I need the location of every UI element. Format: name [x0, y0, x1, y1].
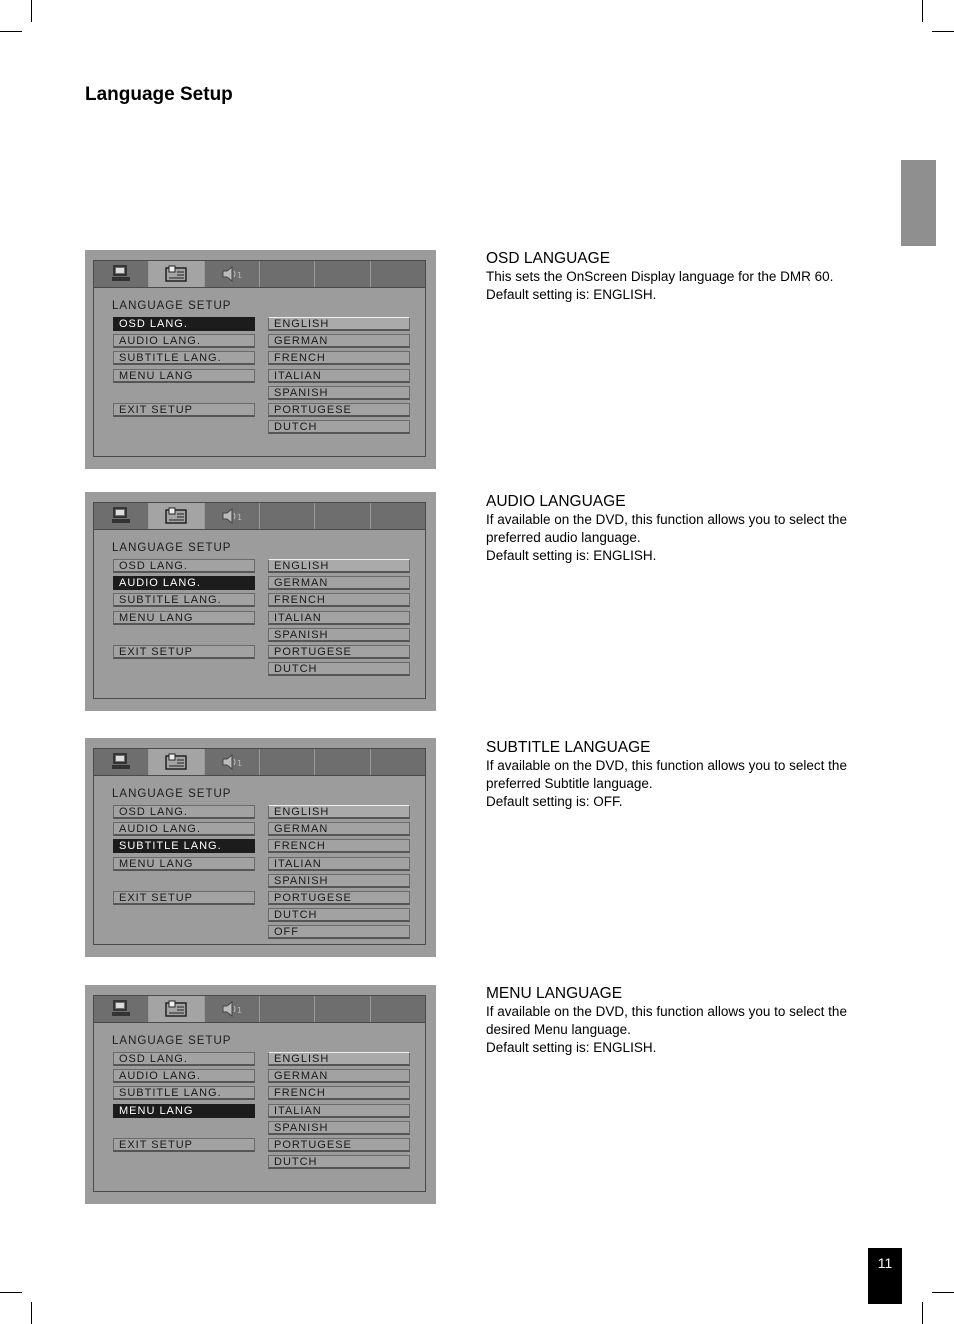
setting-title: OSD LANGUAGE [486, 250, 611, 267]
setup-tab[interactable] [315, 996, 370, 1022]
setup-tab[interactable] [260, 503, 315, 529]
language-option[interactable]: PORTUGESE [268, 645, 410, 659]
setup-tab[interactable] [94, 996, 149, 1022]
language-option[interactable]: SPANISH [268, 874, 410, 888]
language-option[interactable]: DUTCH [268, 908, 410, 922]
setup-option[interactable]: EXIT SETUP [113, 645, 255, 659]
language-option[interactable]: SPANISH [268, 386, 410, 400]
setup-option[interactable]: AUDIO LANG. [113, 1069, 255, 1083]
setup-menu-screen [85, 492, 436, 711]
setup-tab-bar [93, 995, 426, 1023]
setting-text: desired Menu language. [486, 1022, 631, 1037]
language-option[interactable]: PORTUGESE [268, 403, 410, 417]
language-option[interactable]: PORTUGESE [268, 1138, 410, 1152]
setting-text: This sets the OnScreen Display language for the DMR 60. [486, 269, 834, 284]
setting-title: AUDIO LANGUAGE [486, 493, 626, 510]
setting-title: SUBTITLE LANGUAGE [486, 739, 651, 756]
crop-mark [932, 1292, 954, 1293]
svg-text:1: 1 [236, 271, 242, 280]
panel-heading: LANGUAGE SETUP [112, 300, 232, 312]
setup-tab-bar [93, 260, 426, 288]
setup-option[interactable]: SUBTITLE LANG. [113, 351, 255, 365]
setup-option[interactable]: SUBTITLE LANG. [113, 593, 255, 607]
language-option[interactable]: ITALIAN [268, 369, 410, 383]
setup-panel [93, 776, 426, 945]
setup-option[interactable]: AUDIO LANG. [113, 576, 255, 590]
setup-option[interactable]: SUBTITLE LANG. [113, 839, 255, 853]
language-option[interactable]: ENGLISH [268, 805, 410, 819]
panel-heading: LANGUAGE SETUP [112, 542, 232, 554]
setup-option[interactable]: EXIT SETUP [113, 403, 255, 417]
setting-text: preferred audio language. [486, 530, 641, 545]
setup-option[interactable]: EXIT SETUP [113, 891, 255, 905]
section-tab-marker [901, 160, 936, 246]
language-option[interactable]: ENGLISH [268, 559, 410, 573]
crop-mark [932, 31, 954, 32]
language-option[interactable]: PORTUGESE [268, 891, 410, 905]
language-option[interactable]: DUTCH [268, 420, 410, 434]
panel-heading: LANGUAGE SETUP [112, 788, 232, 800]
setup-option[interactable]: AUDIO LANG. [113, 334, 255, 348]
setup-tab[interactable] [315, 503, 370, 529]
setup-option[interactable]: OSD LANG. [113, 559, 255, 573]
language-option[interactable]: ENGLISH [268, 1052, 410, 1066]
language-option[interactable]: DUTCH [268, 662, 410, 676]
crop-mark [922, 0, 923, 22]
setup-option[interactable]: MENU LANG [113, 369, 255, 383]
setup-tab[interactable] [371, 261, 425, 287]
language-option[interactable]: DUTCH [268, 1155, 410, 1169]
setup-tab[interactable] [205, 261, 260, 287]
setup-option[interactable]: SUBTITLE LANG. [113, 1086, 255, 1100]
svg-text:1: 1 [236, 759, 242, 768]
setup-tab[interactable] [149, 749, 204, 775]
language-option[interactable]: ITALIAN [268, 1104, 410, 1118]
crop-mark [0, 31, 22, 32]
page-number: 11 [868, 1248, 902, 1304]
setting-description [486, 738, 886, 811]
setup-tab[interactable] [315, 749, 370, 775]
setup-tab[interactable] [94, 261, 149, 287]
setup-menu-screen [85, 250, 436, 469]
setup-option[interactable]: MENU LANG [113, 857, 255, 871]
setting-description [486, 984, 886, 1057]
setup-tab[interactable] [371, 503, 425, 529]
page-title: Language Setup [85, 84, 233, 105]
setup-option[interactable]: OSD LANG. [113, 317, 255, 331]
panel-heading: LANGUAGE SETUP [112, 1035, 232, 1047]
setup-tab[interactable] [260, 261, 315, 287]
setup-tab[interactable] [149, 996, 204, 1022]
language-option[interactable]: GERMAN [268, 576, 410, 590]
setup-panel [93, 530, 426, 699]
language-option[interactable]: GERMAN [268, 822, 410, 836]
svg-text:1: 1 [236, 1006, 242, 1015]
setup-tab[interactable] [94, 749, 149, 775]
language-option[interactable]: ITALIAN [268, 611, 410, 625]
setup-option[interactable]: MENU LANG [113, 611, 255, 625]
setup-tab[interactable] [94, 503, 149, 529]
setting-text: preferred Subtitle language. [486, 776, 653, 791]
crop-mark [31, 0, 32, 22]
setting-description [486, 492, 886, 565]
setting-text: If available on the DVD, this function allows you to select the [486, 1004, 847, 1019]
setup-tab[interactable] [205, 749, 260, 775]
language-option[interactable]: FRENCH [268, 1086, 410, 1100]
setup-tab[interactable] [371, 996, 425, 1022]
setting-text: If available on the DVD, this function allows you to select the [486, 758, 847, 773]
setup-tab-bar [93, 502, 426, 530]
setup-tab-bar [93, 748, 426, 776]
language-option[interactable]: FRENCH [268, 839, 410, 853]
setup-option[interactable]: AUDIO LANG. [113, 822, 255, 836]
setting-title: MENU LANGUAGE [486, 985, 623, 1002]
setup-tab[interactable] [149, 261, 204, 287]
crop-mark [0, 1292, 22, 1293]
setup-option[interactable]: OSD LANG. [113, 805, 255, 819]
language-option[interactable]: OFF [268, 925, 410, 939]
setup-tab[interactable] [315, 261, 370, 287]
setup-menu-screen [85, 985, 436, 1204]
setup-menu-screen [85, 738, 436, 957]
language-option[interactable]: SPANISH [268, 628, 410, 642]
language-option[interactable]: SPANISH [268, 1121, 410, 1135]
setting-text: Default setting is: OFF. [486, 794, 623, 809]
language-option[interactable]: FRENCH [268, 593, 410, 607]
setting-text: Default setting is: ENGLISH. [486, 548, 657, 563]
setup-tab[interactable] [205, 503, 260, 529]
setup-panel [93, 1023, 426, 1192]
setup-option[interactable]: OSD LANG. [113, 1052, 255, 1066]
setup-panel [93, 288, 426, 457]
language-option[interactable]: FRENCH [268, 351, 410, 365]
crop-mark [31, 1302, 32, 1324]
language-option[interactable]: ENGLISH [268, 317, 410, 331]
setup-option[interactable]: MENU LANG [113, 1104, 255, 1118]
setting-text: Default setting is: ENGLISH. [486, 287, 657, 302]
setting-text: If available on the DVD, this function allows you to select the [486, 512, 847, 527]
language-option[interactable]: GERMAN [268, 1069, 410, 1083]
setup-option[interactable]: EXIT SETUP [113, 1138, 255, 1152]
setting-text: Default setting is: ENGLISH. [486, 1040, 657, 1055]
setup-tab[interactable] [260, 996, 315, 1022]
crop-mark [922, 1302, 923, 1324]
setup-tab[interactable] [260, 749, 315, 775]
setup-tab[interactable] [371, 749, 425, 775]
setup-tab[interactable] [149, 503, 204, 529]
setting-description [486, 249, 886, 304]
language-option[interactable]: ITALIAN [268, 857, 410, 871]
setup-tab[interactable] [205, 996, 260, 1022]
svg-text:1: 1 [236, 513, 242, 522]
language-option[interactable]: GERMAN [268, 334, 410, 348]
